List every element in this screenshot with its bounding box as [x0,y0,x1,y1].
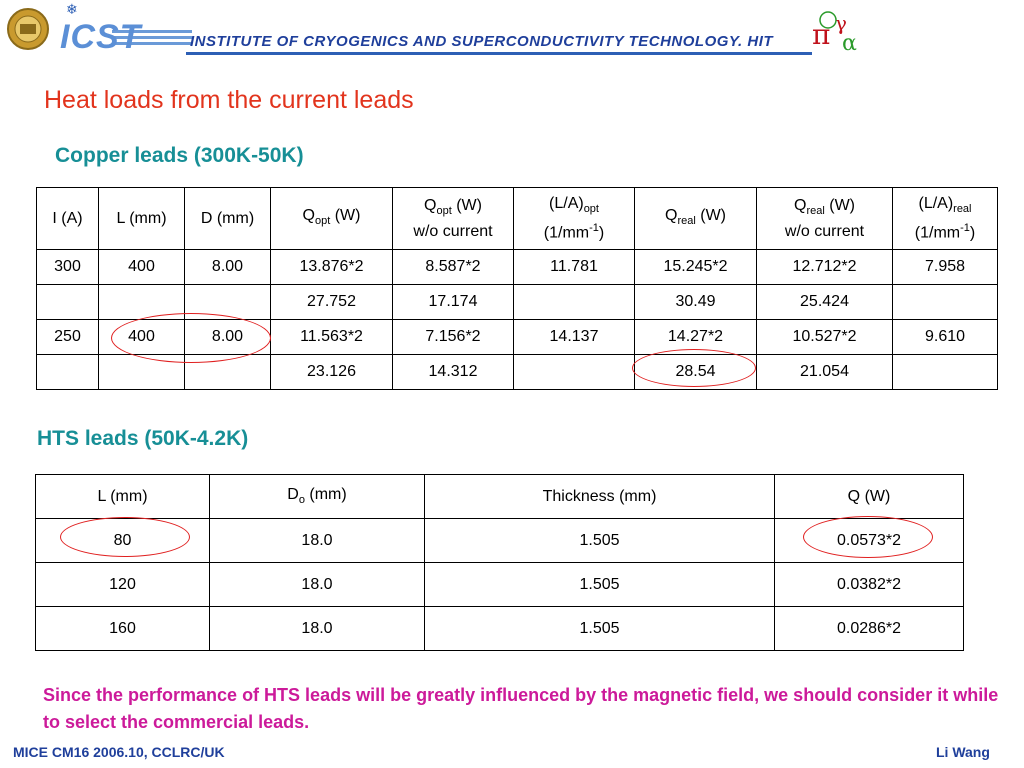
table-cell [185,285,271,320]
svg-text:α: α [842,31,857,56]
header-length: L (mm) [36,475,210,519]
copper-leads-heading: Copper leads (300K-50K) [55,144,304,167]
table-cell: 160 [36,607,210,651]
header-la-real: $(L/A)_{real}$ $(1/mm^{-1})$ [893,188,998,250]
header-outer-diameter: $D_o$ (mm) [210,475,425,519]
header-current: I (A) [37,188,99,250]
table-row [36,607,964,651]
table-cell: 28.54 [635,355,757,390]
table-cell: 12.712*2 [757,250,893,285]
header-q-real: $Q_{real}$ (W) [635,188,757,250]
table-cell: 0.0286*2 [775,607,964,651]
table-cell: 300 [37,250,99,285]
table-cell: 14.137 [514,320,635,355]
footer-meeting-info: MICE CM16 2006.10, CCLRC/UK [13,744,225,760]
hts-leads-heading: HTS leads (50K-4.2K) [37,427,249,450]
table-cell [99,355,185,390]
header-diameter: D (mm) [185,188,271,250]
icst-logo-text: ICST [60,18,142,56]
university-seal-icon [8,9,48,49]
table-cell: 8.587*2 [393,250,514,285]
table-cell [185,355,271,390]
table-row [36,519,964,563]
table-cell [893,285,998,320]
table-cell: 18.0 [210,607,425,651]
table-cell: 7.958 [893,250,998,285]
table-cell [37,355,99,390]
table-cell: 18.0 [210,563,425,607]
table-cell: 30.49 [635,285,757,320]
table-cell [893,355,998,390]
header-q-opt-no-current: $Q_{opt}$ (W) w/o current [393,188,514,250]
header-q-real-no-current: $Q_{real}$ (W) w/o current [757,188,893,250]
header-underline [186,52,812,55]
table-cell: 8.00 [185,250,271,285]
table-cell: 27.752 [271,285,393,320]
table-cell: 7.156*2 [393,320,514,355]
table-cell: 80 [36,519,210,563]
table-cell: 400 [99,320,185,355]
table-cell: 23.126 [271,355,393,390]
table-cell [99,285,185,320]
physics-symbol-logo [812,11,857,56]
table-cell: 8.00 [185,320,271,355]
table-cell: 120 [36,563,210,607]
conclusion-note: Since the performance of HTS leads will be greatly influenced by the magnetic field, we should consider it while to select the commercial leads. [43,685,999,732]
header-length: L (mm) [99,188,185,250]
svg-text:π: π [812,18,831,51]
table-header-row [37,188,998,250]
footer-author: Li Wang [936,744,990,760]
table-cell: 10.527*2 [757,320,893,355]
table-cell: 17.174 [393,285,514,320]
table-row [37,320,998,355]
table-cell: 21.054 [757,355,893,390]
table-cell: 0.0573*2 [775,519,964,563]
table-cell: 9.610 [893,320,998,355]
table-cell: 400 [99,250,185,285]
table-row [37,285,998,320]
table-cell: 14.312 [393,355,514,390]
copper-leads-table [36,187,998,390]
header-thickness: Thickness (mm) [425,475,775,519]
table-cell: 0.0382*2 [775,563,964,607]
svg-text:γ: γ [835,11,847,35]
institute-title: INSTITUTE OF CRYOGENICS AND SUPERCONDUCTIVITY TECHNOLOGY. HIT [190,33,774,50]
header-la-opt: $(L/A)_{opt}$ $(1/mm^{-1})$ [514,188,635,250]
header-q-opt: $Q_{opt}$ (W) [271,188,393,250]
hts-leads-table [35,474,964,651]
snowflake-icon: ❄ [66,2,78,18]
table-cell: 1.505 [425,563,775,607]
table-row [37,355,998,390]
table-header-row [36,475,964,519]
table-cell: 15.245*2 [635,250,757,285]
table-cell: 1.505 [425,607,775,651]
page-title: Heat loads from the current leads [44,86,414,114]
table-cell: 13.876*2 [271,250,393,285]
table-cell: 11.781 [514,250,635,285]
table-cell: 11.563*2 [271,320,393,355]
header-heat-load: Q (W) [775,475,964,519]
table-cell [514,285,635,320]
table-cell: 1.505 [425,519,775,563]
table-cell: 14.27*2 [635,320,757,355]
table-row [36,563,964,607]
table-row [37,250,998,285]
table-cell [37,285,99,320]
table-cell [514,355,635,390]
table-cell: 18.0 [210,519,425,563]
table-cell: 250 [37,320,99,355]
table-cell: 25.424 [757,285,893,320]
